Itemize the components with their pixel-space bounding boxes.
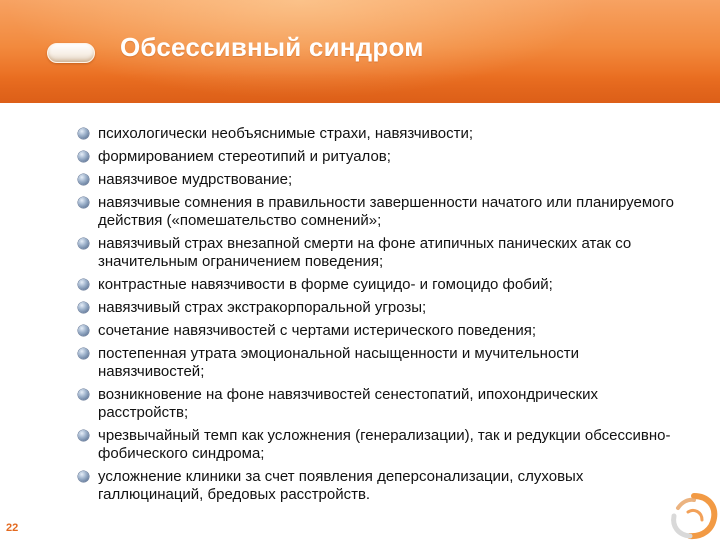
bullet-icon bbox=[78, 238, 89, 249]
bullet-icon bbox=[78, 302, 89, 313]
bullet-list bbox=[78, 125, 688, 509]
bullet-text: навязчивый страх внезапной смерти на фоне атипичных панических атак со значительным ограничением поведения; bbox=[98, 235, 632, 270]
pill-ornament-icon bbox=[47, 43, 95, 63]
bullet-text: усложнение клиники за счет появления деперсонализации, слуховых галлюцинаций, бредовых расстройств. bbox=[98, 468, 584, 503]
bullet-icon bbox=[78, 389, 89, 400]
bullet-text: навязчивое мудрствование; bbox=[98, 171, 293, 188]
swirl-logo-icon bbox=[664, 490, 720, 540]
bullet-item bbox=[78, 345, 688, 381]
bullet-item bbox=[78, 125, 688, 143]
bullet-item bbox=[78, 276, 688, 294]
bullet-text: контрастные навязчивости в форме суицидо- и гомоцидо фобий; bbox=[98, 276, 553, 293]
slide-title: Обсессивный синдром bbox=[120, 32, 424, 62]
bullet-item bbox=[78, 194, 688, 230]
bullet-text: сочетание навязчивостей с чертами истерического поведения; bbox=[98, 322, 537, 339]
bullet-text: навязчивый страх экстракорпоральной угрозы; bbox=[98, 299, 427, 316]
bullet-icon bbox=[78, 471, 89, 482]
bullet-item bbox=[78, 386, 688, 422]
bullet-item bbox=[78, 322, 688, 340]
bullet-icon bbox=[78, 325, 89, 336]
bullet-icon bbox=[78, 128, 89, 139]
bullet-item bbox=[78, 299, 688, 317]
bullet-icon bbox=[78, 151, 89, 162]
bullet-item bbox=[78, 427, 688, 463]
bullet-icon bbox=[78, 174, 89, 185]
bullet-icon bbox=[78, 279, 89, 290]
bullet-text: формированием стереотипий и ритуалов; bbox=[98, 148, 391, 165]
bullet-item bbox=[78, 148, 688, 166]
bullet-text: психологически необъяснимые страхи, навязчивости; bbox=[98, 125, 473, 142]
bullet-text: навязчивые сомнения в правильности завершенности начатого или планируемого действия («помешательство сомнений»; bbox=[98, 194, 674, 229]
bullet-text: постепенная утрата эмоциональной насыщенности и мучительности навязчивостей; bbox=[98, 345, 580, 380]
bullet-text: возникновение на фоне навязчивостей сенестопатий, ипохондрических расстройств; bbox=[98, 386, 598, 421]
bullet-item bbox=[78, 468, 688, 504]
title-banner bbox=[0, 0, 720, 103]
bullet-icon bbox=[78, 348, 89, 359]
page-number: 22 bbox=[6, 522, 19, 534]
bullet-icon bbox=[78, 197, 89, 208]
bullet-text: чрезвычайный темп как усложнения (генерализации), так и редукции обсессивно-фобического синдрома; bbox=[98, 427, 671, 462]
bullet-icon bbox=[78, 430, 89, 441]
bullet-item bbox=[78, 235, 688, 271]
bullet-item bbox=[78, 171, 688, 189]
